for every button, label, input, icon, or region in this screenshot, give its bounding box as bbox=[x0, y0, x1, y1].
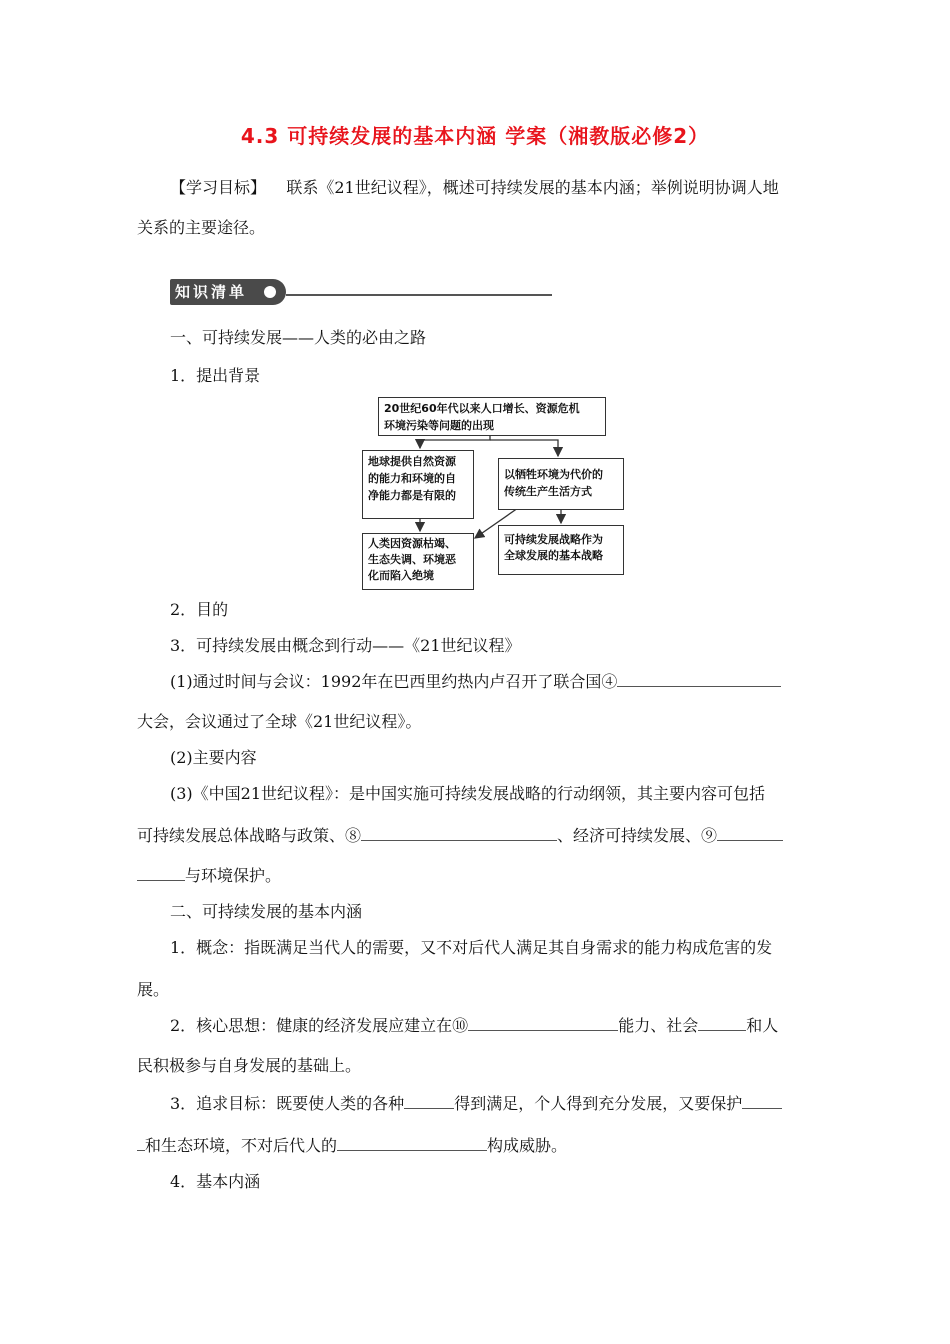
section-divider bbox=[286, 294, 552, 296]
blank-10[interactable] bbox=[468, 1016, 618, 1031]
goal-text-a: 3．追求目标：既要使人类的各种 bbox=[170, 1094, 405, 1113]
diagram-box-traditional-mode: 以牺牲环境为代价的 传统生产生活方式 bbox=[498, 458, 624, 510]
item-agenda: 3．可持续发展由概念到行动——《21世纪议程》 bbox=[170, 636, 521, 655]
sub-item-3-line-3 bbox=[137, 866, 813, 886]
knowledge-section-bar bbox=[170, 279, 552, 307]
blank-social[interactable] bbox=[698, 1016, 746, 1031]
diagram-box-crisis: 人类因资源枯竭、 生态失调、环境恶 化而陷入绝境 bbox=[362, 533, 474, 590]
blank-8[interactable] bbox=[361, 826, 557, 841]
sub-item-3-line-2 bbox=[137, 826, 813, 846]
blank-4[interactable] bbox=[617, 672, 781, 687]
section-tag bbox=[170, 279, 286, 305]
core-idea-text-a: 2．核心思想：健康的经济发展应建立在⑩ bbox=[170, 1016, 469, 1035]
core-idea-line-1 bbox=[170, 1016, 813, 1036]
diagram-box-strategy: 可持续发展战略作为 全球发展的基本战略 bbox=[498, 525, 624, 575]
blank-protect[interactable] bbox=[742, 1094, 782, 1109]
concept-line-2: 展。 bbox=[137, 980, 170, 999]
diagram-box-causes: 20世纪60年代以来人口增长、资源危机 环境污染等问题的出现 bbox=[378, 397, 606, 436]
goal-line-2 bbox=[137, 1136, 813, 1156]
part1-heading: 一、可持续发展——人类的必由之路 bbox=[170, 328, 427, 347]
blank-9-continued[interactable] bbox=[137, 866, 185, 881]
sub-item-1 bbox=[170, 672, 813, 692]
core-idea-text-c: 和人 bbox=[746, 1016, 779, 1035]
page-title: 4.3 可持续发展的基本内涵 学案（湘教版必修2） bbox=[240, 124, 710, 148]
blank-needs[interactable] bbox=[404, 1094, 454, 1109]
part2-heading: 二、可持续发展的基本内涵 bbox=[170, 902, 363, 921]
diagram-box-limited-capacity: 地球提供自然资源 的能力和环境的自 净能力都是有限的 bbox=[362, 450, 474, 519]
objective-line-1 bbox=[170, 178, 813, 198]
objective-text: 联系《21世纪议程》，概述可持续发展的基本内涵；举例说明协调人地 bbox=[286, 178, 779, 197]
item-basic-connotation: 4．基本内涵 bbox=[170, 1172, 261, 1191]
goal-line-1 bbox=[170, 1094, 813, 1114]
core-idea-text-b: 能力、社会 bbox=[618, 1016, 699, 1035]
background-flow-diagram bbox=[360, 396, 624, 592]
objective-label: 【学习目标】 bbox=[170, 178, 267, 197]
goal-text-d: 构成威胁。 bbox=[487, 1136, 568, 1155]
sub-item-3-text-b: 、经济可持续发展、⑨ bbox=[557, 826, 718, 845]
sub-item-1-continued: 大会，会议通过了全球《21世纪议程》。 bbox=[137, 712, 422, 731]
section-tag-label: 知识清单 bbox=[175, 283, 248, 301]
blank-future[interactable] bbox=[337, 1136, 487, 1151]
sub-item-2: (2)主要内容 bbox=[170, 748, 257, 767]
objective-line-2: 关系的主要途径。 bbox=[137, 218, 266, 237]
sub-item-3-text-a: 可持续发展总体战略与政策、⑧ bbox=[137, 826, 362, 845]
sub-item-3: (3)《中国21世纪议程》：是中国实施可持续发展战略的行动纲领，其主要内容可包括 bbox=[170, 784, 766, 803]
blank-protect-continued[interactable] bbox=[137, 1136, 145, 1151]
sub-item-3-text-c: 与环境保护。 bbox=[185, 866, 282, 885]
sub-item-1-text: (1)通过时间与会议：1992年在巴西里约热内卢召开了联合国④ bbox=[170, 672, 618, 691]
core-idea-line-2: 民积极参与自身发展的基础上。 bbox=[137, 1056, 362, 1075]
item-background: 1．提出背景 bbox=[170, 366, 261, 385]
dot-icon bbox=[264, 286, 276, 298]
blank-9[interactable] bbox=[717, 826, 783, 841]
goal-text-c: 和生态环境，不对后代人的 bbox=[145, 1136, 338, 1155]
concept-line-1: 1．概念：指既满足当代人的需要，又不对后代人满足其自身需求的能力构成危害的发 bbox=[170, 938, 773, 957]
goal-text-b: 得到满足，个人得到充分发展，又要保护 bbox=[454, 1094, 743, 1113]
item-purpose: 2．目的 bbox=[170, 600, 229, 619]
